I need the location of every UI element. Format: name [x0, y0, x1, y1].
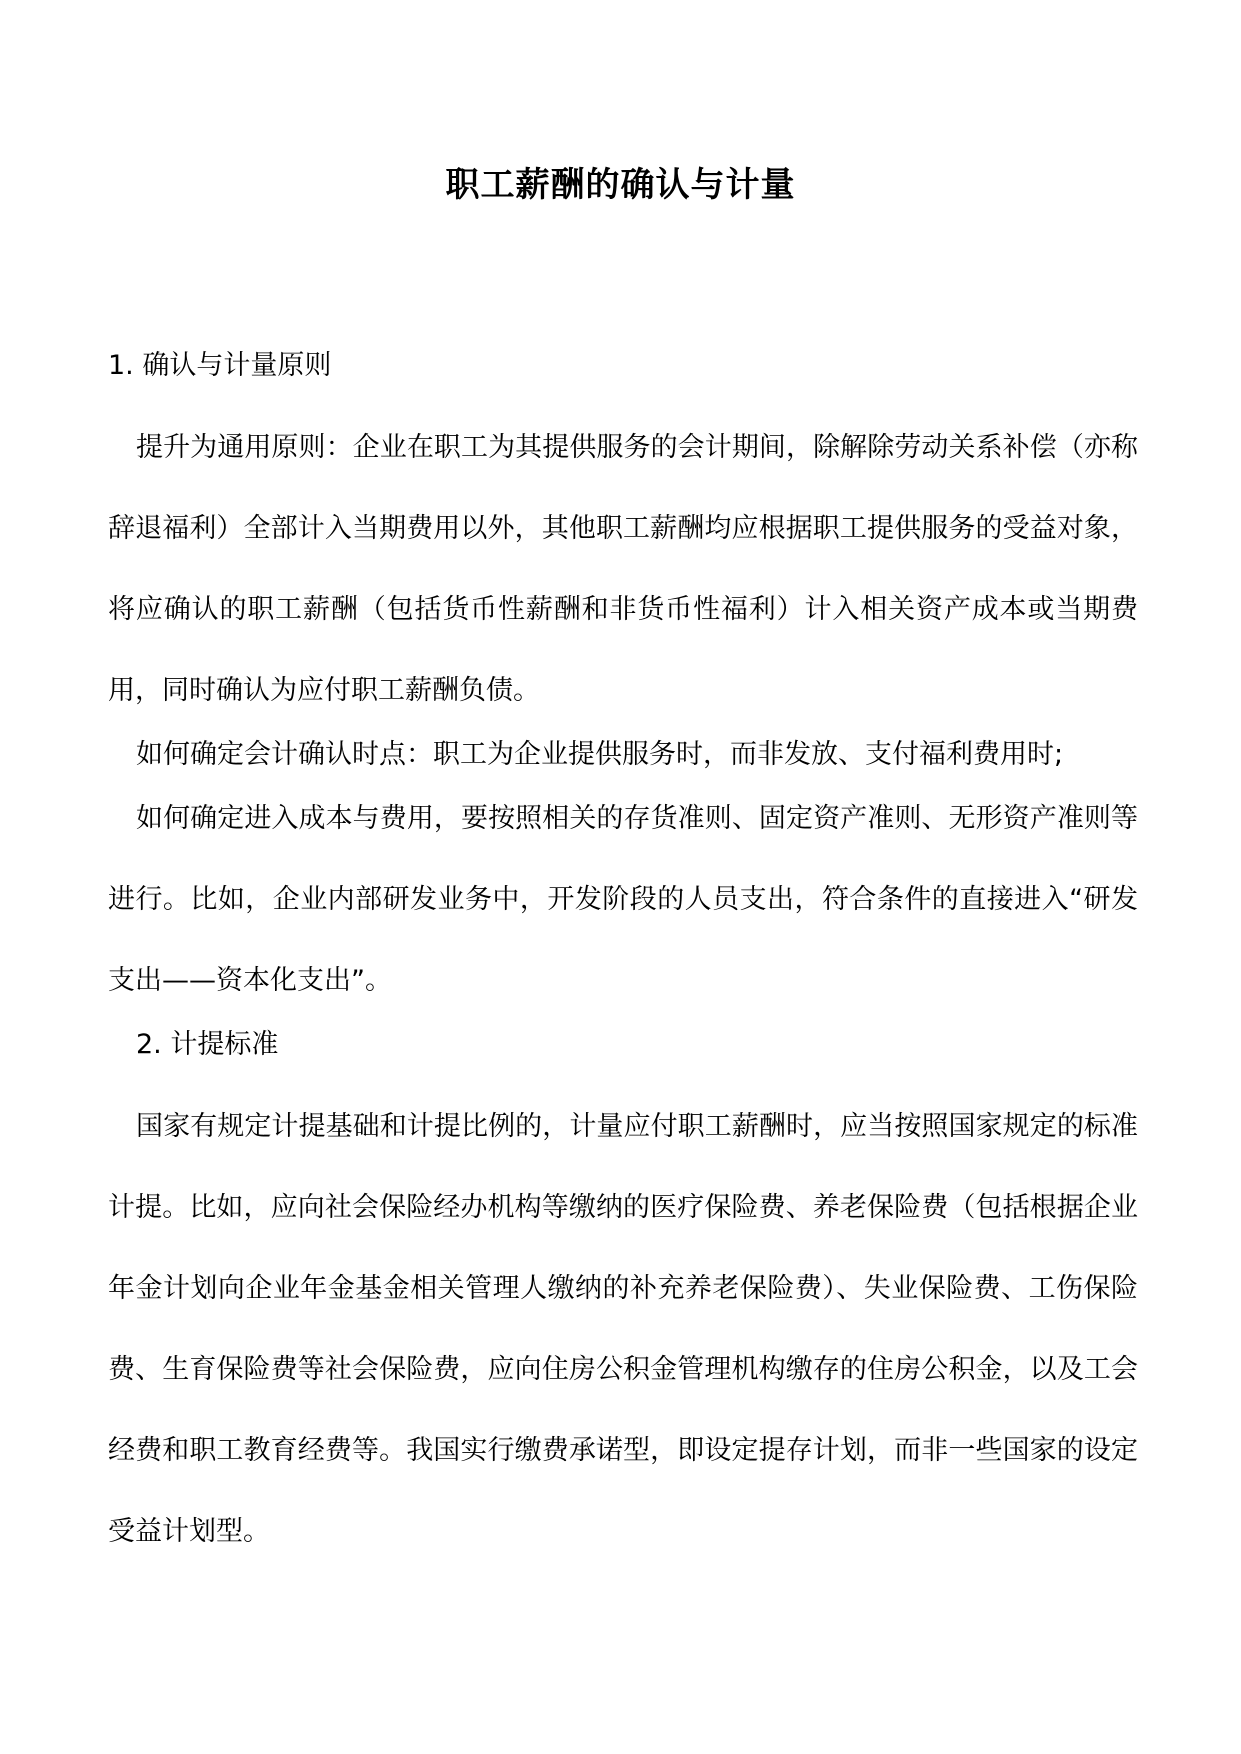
section-heading-1: 1. 确认与计量原则	[108, 350, 332, 381]
section-heading-2: 2. 计提标准	[136, 1029, 279, 1060]
paragraph-accrual-standard: 国家有规定计提基础和计提比例的，计量应付职工薪酬时，应当按照国家规定的标准计提。比如，应向社会保险经办机构等缴纳的医疗保险费、养老保险费（包括根据企业年金计划向企业年金基金相关管理人缴纳的补充养老保险费）、失业保险费、工伤保险费、生育保险费等社会保险费，应向住房公积金管理机构缴存的住房公积金，以及工会经费和职工教育经费等。我国实行缴费承诺型，即设定提存计划，而非一些国家的设定受益计划型。	[108, 1111, 1138, 1547]
document-body	[108, 342, 1138, 1572]
paragraph-cost-expense: 如何确定进入成本与费用，要按照相关的存货准则、固定资产准则、无形资产准则等进行。比如，企业内部研发业务中，开发阶段的人员支出，符合条件的直接进入“研发支出——资本化支出”。	[108, 803, 1138, 996]
document-title: 职工薪酬的确认与计量	[445, 165, 796, 205]
paragraph-recognition-timing: 如何确定会计确认时点：职工为企业提供服务时，而非发放、支付福利费用时;	[136, 739, 1064, 770]
paragraph-principle: 提升为通用原则：企业在职工为其提供服务的会计期间，除解除劳动关系补偿（亦称辞退福利）全部计入当期费用以外，其他职工薪酬均应根据职工提供服务的受益对象，将应确认的职工薪酬（包括货币性薪酬和非货币性福利）计入相关资产成本或当期费用，同时确认为应付职工薪酬负债。	[108, 432, 1138, 706]
